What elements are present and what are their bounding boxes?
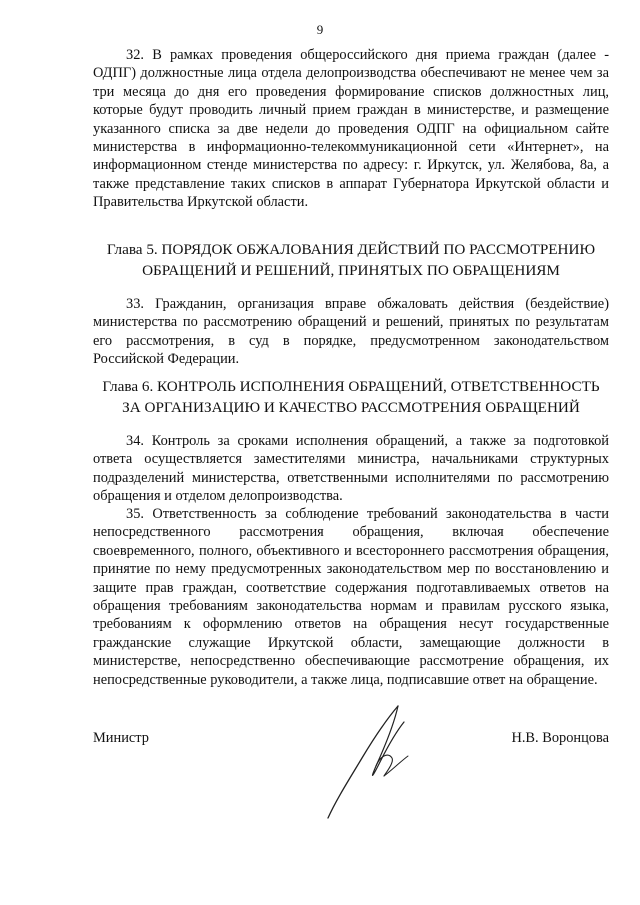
chapter-6-heading <box>93 376 609 418</box>
paragraph-33 <box>93 295 609 369</box>
chapter-5-heading <box>93 239 609 281</box>
signer-position: Министр <box>93 730 149 746</box>
paragraph-34 <box>93 432 609 506</box>
paragraph-32-text: 32. В рамках проведения общероссийского дня приема граждан (далее - ОДПГ) должностные лица отдела делопроизводства обеспечивают не менее чем за три месяца до дня его проведения формирование списков должностных лиц, которые будут проводить личный прием граждан в министерстве, и размещение указанного списка за две недели до проведения ОДПГ на официальном сайте министерства в информационно-телекоммуникационной сети «Интернет», на информационном стенде министерства по адресу: г. Иркутск, ул. Желябова, 8а, а также представление таких списков в аппарат Губернатора Иркутской области и Правительства Иркутской области. <box>93 47 609 211</box>
paragraph-35 <box>93 505 609 689</box>
page-number: 9 <box>316 22 324 37</box>
handwritten-signature-icon <box>314 700 424 825</box>
chapter-6-heading-line-2: ЗА ОРГАНИЗАЦИЮ И КАЧЕСТВО РАССМОТРЕНИЯ ОБРАЩЕНИЙ <box>122 399 580 416</box>
paragraph-32 <box>93 46 609 212</box>
paragraph-35-text: 35. Ответственность за соблюдение требований законодательства в части непосредственного рассмотрения обращения, включая обеспечение своевременного, полного, объективного и всестороннего рассмотрения обращения, принятие по нему предусмотренных законодательством мер по восстановлению и защите прав граждан, соответствие содержания подготавливаемых ответов на обращения требованиям законодательства нормам и правилам русского языка, требованиям к оформлению ответов на обращения несут государственные гражданские служащие Иркутской области, замещающие должности в министерстве, непосредственно обеспечивающие рассмотрение обращения, их непосредственные руководители, а также лица, подписавшие ответ на обращение. <box>93 506 609 688</box>
paragraph-33-text: 33. Гражданин, организация вправе обжаловать действия (бездействие) министерства по рассмотрению обращений и решений, принятых по результатам его рассмотрения, в суд в порядке, предусмотренном законодательством Российской Федерации. <box>93 296 609 368</box>
chapter-6-heading-line-1: Глава 6. КОНТРОЛЬ ИСПОЛНЕНИЯ ОБРАЩЕНИЙ, ОТВЕТСТВЕННОСТЬ <box>102 378 600 395</box>
chapter-5-heading-line-1: Глава 5. ПОРЯДОК ОБЖАЛОВАНИЯ ДЕЙСТВИЙ ПО РАССМОТРЕНИЮ <box>106 241 596 258</box>
chapter-5-heading-line-2: ОБРАЩЕНИЙ И РЕШЕНИЙ, ПРИНЯТЫХ ПО ОБРАЩЕНИЯМ <box>142 262 560 279</box>
signer-name: Н.В. Воронцова <box>511 730 609 746</box>
paragraph-34-text: 34. Контроль за сроками исполнения обращений, а также за подготовкой ответа осуществляется заместителями министра, начальниками структурных подразделений министерства, ответственными исполнителями по рассмотрению обращения и отделом делопроизводства. <box>93 433 609 505</box>
